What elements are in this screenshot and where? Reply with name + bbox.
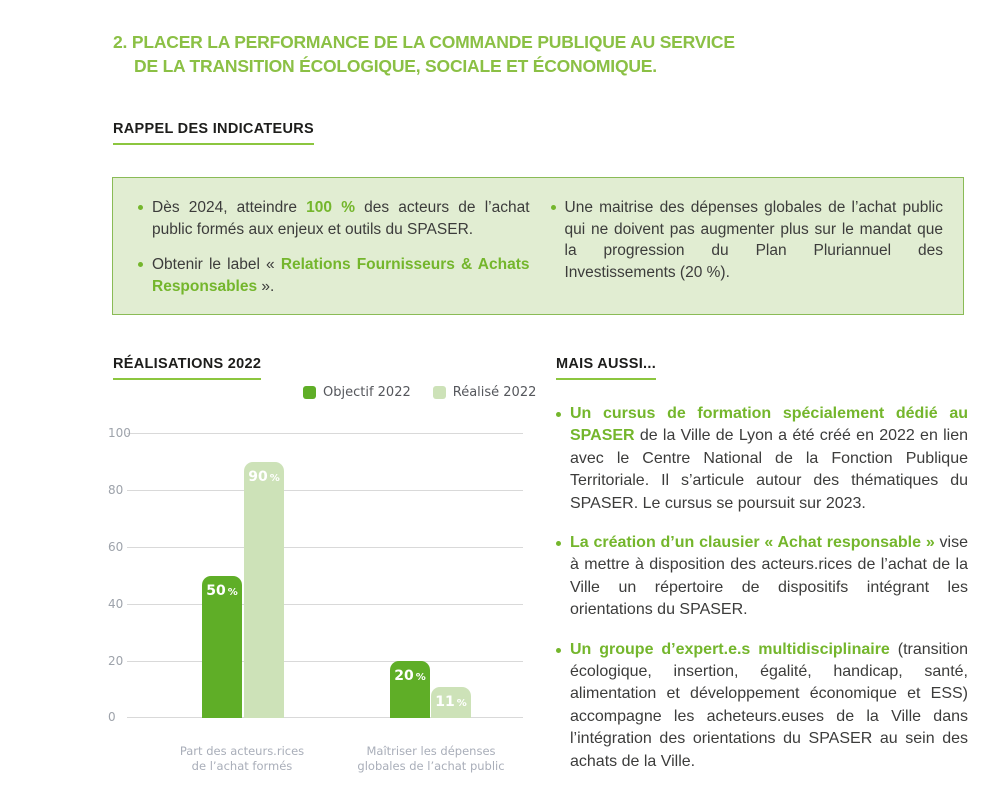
y-tick-100: 100 <box>108 426 131 440</box>
bar-chart <box>108 426 523 773</box>
gridline-80 <box>108 483 523 497</box>
page-title <box>113 30 735 78</box>
y-tick-0: 0 <box>108 710 116 724</box>
category-label-acteurs: Part des acteurs.rices de l’achat formés <box>179 744 305 773</box>
indicator-bullet-2: Obtenir le label « Relations Fournisseurs & Achats Responsables ». <box>137 254 530 297</box>
bar-objectif-acteurs <box>202 576 242 719</box>
gridline-20 <box>108 654 523 668</box>
gridline-40 <box>108 597 523 611</box>
legend-label-realise: Réalisé 2022 <box>452 385 537 400</box>
bar-value-label: 90 % <box>248 468 280 485</box>
legend-swatch-objectif <box>303 386 316 399</box>
bar-realise-acteurs <box>244 462 284 719</box>
indicator-box <box>112 177 964 315</box>
mais-aussi-heading: MAIS AUSSI... <box>556 356 656 380</box>
y-tick-60: 60 <box>108 540 124 554</box>
bar-value-label: 11 % <box>435 693 467 710</box>
bar-objectif-depenses <box>390 661 430 718</box>
gridline-60 <box>108 540 523 554</box>
mais-aussi-bullet-2: La création d’un clausier « Achat responsable » vise à mettre à disposition des acteurs.rices de l’achat de la Ville un répertoire de dispositifs intégrant les orientations du SPASER. <box>556 532 968 622</box>
page-title-line1: 2. PLACER LA PERFORMANCE DE LA COMMANDE PUBLIQUE AU SERVICE <box>113 32 735 52</box>
bar-value-label: 50 % <box>206 582 238 599</box>
legend-item-objectif <box>303 385 411 400</box>
category-label-depenses: Maîtriser les dépenses globales de l’achat public <box>357 744 505 773</box>
legend-item-realise <box>433 385 537 400</box>
realisations-heading: RÉALISATIONS 2022 <box>113 356 261 380</box>
section-realisations-2022 <box>113 355 261 380</box>
indicator-bullet-1: Dès 2024, atteindre 100 % des acteurs de l’achat public formés aux enjeux et outils du SPASER. <box>137 197 530 240</box>
bar-value-label: 20 % <box>394 668 426 684</box>
mais-aussi-list <box>556 403 968 773</box>
indicator-box-left-column <box>137 197 530 314</box>
legend-label-objectif: Objectif 2022 <box>323 385 411 400</box>
indicator-box-right-column <box>550 197 944 314</box>
mais-aussi-bullet-1: Un cursus de formation spécialement dédié au SPASER de la Ville de Lyon a été créé en 2022 en lien avec le Centre National de la Fonction Publique Territoriale. Il s’articule autour des thématiques du SPASER. Le cursus se poursuit sur 2023. <box>556 403 968 515</box>
gridline-100 <box>108 426 523 440</box>
page-title-line2: DE LA TRANSITION ÉCOLOGIQUE, SOCIALE ET ÉCONOMIQUE. <box>134 56 657 76</box>
legend-swatch-realise <box>433 386 446 399</box>
y-tick-20: 20 <box>108 654 124 668</box>
chart-legend <box>303 385 536 400</box>
mais-aussi-bullet-3: Un groupe d’expert.e.s multidisciplinaire (transition écologique, insertion, égalité, handicap, santé, alimentation et développement économique et ESS) accompagne les acheteurs.euses de la Ville dans l’intégration des orientations du SPASER au sein des achats de la Ville. <box>556 639 968 773</box>
section-rappel-des-indicateurs <box>113 120 314 145</box>
y-tick-40: 40 <box>108 597 124 611</box>
bar-realise-depenses <box>431 687 471 718</box>
indicator-bullet-3: Une maitrise des dépenses globales de l’achat public qui ne doivent pas augmenter plus sur le mandat que la progression du Plan Pluriannuel des Investissements (20 %). <box>550 197 944 283</box>
section-mais-aussi <box>556 355 656 380</box>
y-tick-80: 80 <box>108 483 124 497</box>
rappel-heading: RAPPEL DES INDICATEURS <box>113 121 314 145</box>
